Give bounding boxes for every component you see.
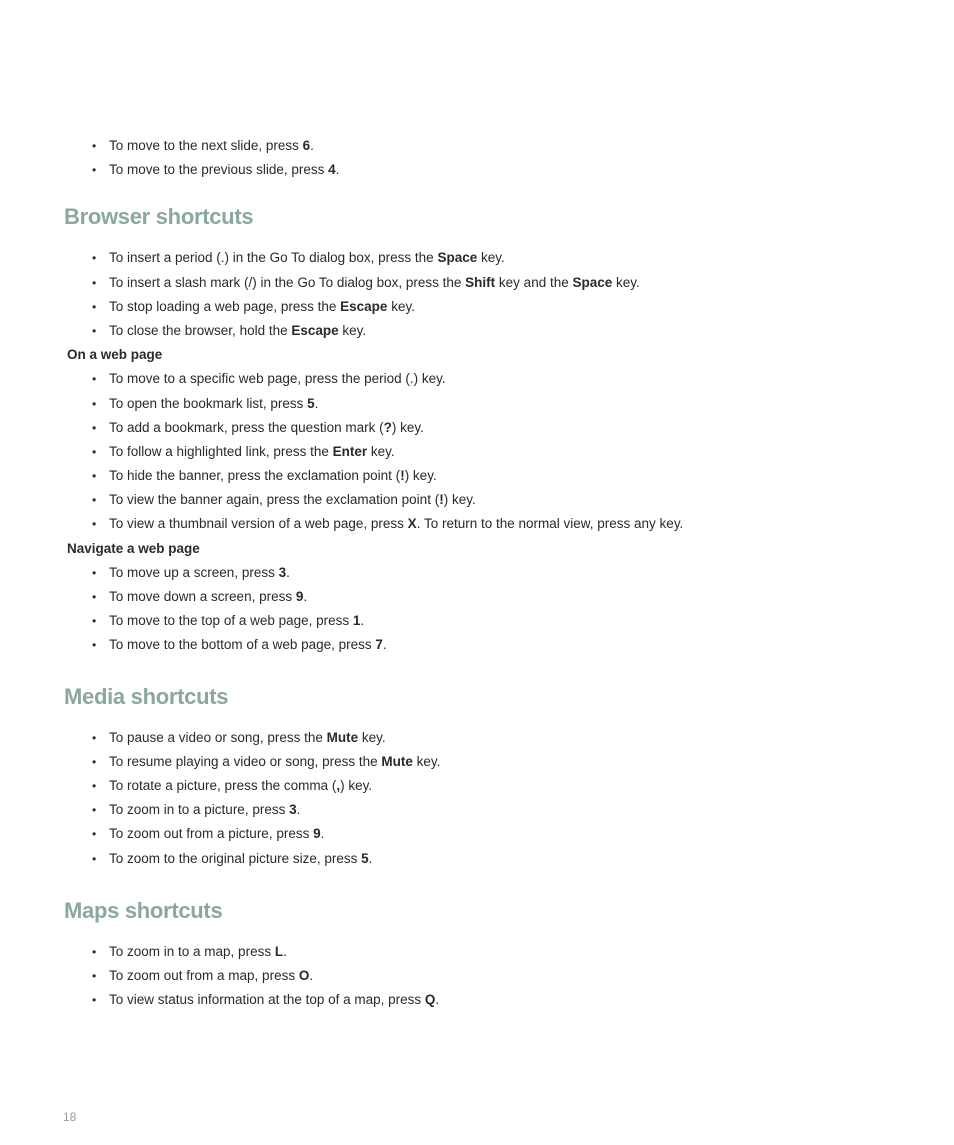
item-text: . — [283, 943, 287, 959]
bullet-icon: • — [92, 420, 97, 435]
list-item — [0, 798, 954, 822]
bullet-icon: • — [92, 251, 97, 266]
item-text: To view a thumbnail version of a web page, press — [109, 516, 408, 532]
item-text: To move to the top of a web page, press — [109, 613, 353, 629]
navigate-web-page-subheading: Navigate a web page — [67, 540, 200, 556]
item-text: To resume playing a video or song, press the — [109, 753, 382, 769]
list-item — [0, 488, 954, 512]
item-text: key. — [367, 443, 395, 459]
bullet-icon: • — [92, 444, 97, 459]
bullet-icon: • — [92, 614, 97, 629]
key-label: 9 — [313, 826, 321, 842]
list-item — [0, 512, 954, 536]
item-text: To follow a highlighted link, press the — [109, 443, 333, 459]
list-item — [0, 822, 954, 846]
maps-shortcuts-list — [0, 940, 954, 1013]
item-text: To hide the banner, press the exclamation point ( — [109, 468, 401, 484]
item-text: ) key. — [391, 419, 424, 435]
item-text: ) key. — [404, 468, 437, 484]
item-text: key. — [358, 729, 386, 745]
item-text: . — [303, 589, 308, 604]
bullet-icon: • — [92, 778, 97, 793]
list-item — [0, 585, 954, 609]
list-item — [0, 964, 954, 988]
bullet-icon: • — [92, 299, 97, 314]
item-text: . — [320, 826, 325, 842]
item-text: To rotate a picture, press the comma ( — [109, 777, 337, 793]
media-shortcuts-list — [0, 726, 954, 871]
key-label: 4 — [328, 162, 336, 178]
item-text: To move to the next slide, press — [109, 138, 303, 153]
key-label: Mute — [381, 753, 413, 769]
item-text: To close the browser, hold the — [109, 322, 292, 338]
item-text: . — [286, 564, 290, 580]
item-text: To move to the previous slide, press — [109, 162, 329, 178]
navigate-shortcuts-list — [0, 561, 954, 658]
page-number: 18 — [63, 1110, 77, 1124]
item-text: . — [435, 992, 440, 1008]
key-label: Enter — [332, 443, 368, 459]
item-text: . — [310, 138, 314, 153]
list-item — [0, 158, 954, 182]
item-text: . To return to the normal view, press any key. — [416, 516, 684, 532]
key-label: ? — [383, 419, 392, 435]
list-item — [0, 367, 954, 391]
item-text: ) key. — [340, 777, 373, 793]
item-text: . — [296, 802, 301, 818]
bullet-icon: • — [92, 163, 97, 178]
item-text: To zoom out from a map, press — [109, 967, 299, 983]
bullet-icon: • — [92, 590, 97, 604]
bullet-icon: • — [92, 372, 97, 387]
bullet-icon: • — [92, 993, 97, 1008]
key-label: Space — [572, 274, 613, 290]
bullet-icon: • — [92, 493, 97, 508]
item-text: key. — [612, 274, 640, 290]
key-label: Mute — [326, 729, 359, 745]
key-label: 3 — [289, 802, 297, 818]
item-text: To move to a specific web page, press the period (.) key. — [109, 371, 446, 387]
key-label: X — [407, 516, 417, 532]
item-text: key. — [412, 753, 441, 769]
key-label: 1 — [352, 613, 361, 629]
list-item — [0, 750, 954, 774]
key-label: 3 — [278, 564, 287, 580]
key-label: Shift — [465, 274, 496, 290]
item-text: key. — [387, 298, 415, 314]
bullet-icon: • — [92, 827, 97, 842]
bullet-icon: • — [92, 944, 97, 959]
item-text: key. — [477, 250, 505, 266]
item-text: To view status information at the top of a map, press — [109, 992, 425, 1008]
intro-list — [0, 134, 954, 182]
key-label: O — [298, 967, 310, 983]
list-item — [0, 561, 954, 585]
list-item — [0, 440, 954, 464]
item-text: . — [335, 162, 340, 178]
list-item — [0, 940, 954, 964]
bullet-icon: • — [92, 851, 97, 866]
bullet-icon: • — [92, 638, 97, 653]
on-a-web-page-subheading: On a web page — [67, 347, 163, 363]
key-label: Escape — [340, 298, 388, 314]
item-text: To insert a slash mark (/) in the Go To dialog box, press the — [109, 274, 466, 290]
key-label: L — [274, 943, 284, 959]
list-item — [0, 988, 954, 1012]
key-label: 9 — [295, 589, 304, 604]
item-text: To move up a screen, press — [109, 564, 279, 580]
item-text: To insert a period (.) in the Go To dialog box, press the — [109, 250, 438, 266]
item-text: key and the — [495, 274, 573, 290]
bullet-icon: • — [92, 730, 97, 745]
item-text: . — [309, 967, 314, 983]
key-label: 7 — [375, 637, 383, 653]
item-text: . — [382, 637, 387, 653]
list-item — [0, 774, 954, 798]
item-text: . — [360, 613, 365, 629]
item-text: To zoom in to a picture, press — [109, 802, 290, 818]
item-text: To pause a video or song, press the — [109, 729, 327, 745]
bullet-icon: • — [92, 565, 97, 580]
item-text: To stop loading a web page, press the — [109, 298, 341, 314]
bullet-icon: • — [92, 275, 97, 290]
list-item — [0, 295, 954, 319]
list-item — [0, 847, 954, 871]
item-text: To open the bookmark list, press — [109, 395, 308, 411]
list-item — [0, 271, 954, 295]
item-text: To move to the bottom of a web page, press — [109, 637, 376, 653]
bullet-icon: • — [92, 803, 97, 818]
list-item — [0, 609, 954, 633]
list-item — [0, 392, 954, 416]
bullet-icon: • — [92, 323, 97, 338]
key-label: Q — [424, 992, 436, 1008]
list-item — [0, 134, 954, 158]
browser-shortcuts-list — [0, 246, 954, 343]
key-label: 5 — [361, 850, 369, 866]
list-item — [0, 319, 954, 343]
media-shortcuts-heading: Media shortcuts — [64, 683, 229, 709]
item-text: To zoom in to a map, press — [109, 943, 275, 959]
item-text: To zoom to the original picture size, press — [109, 850, 362, 866]
web-page-shortcuts-list — [0, 367, 954, 536]
list-item — [0, 246, 954, 270]
item-text: To zoom out from a picture, press — [109, 826, 314, 842]
list-item — [0, 416, 954, 440]
key-label: Space — [437, 250, 478, 266]
list-item — [0, 726, 954, 750]
bullet-icon: • — [92, 754, 97, 769]
item-text: key. — [338, 322, 367, 338]
key-label: , — [336, 777, 341, 793]
item-text: To view the banner again, press the exclamation point ( — [109, 492, 440, 508]
list-item — [0, 464, 954, 488]
key-label: Escape — [291, 322, 339, 338]
item-text: . — [368, 850, 373, 866]
bullet-icon: • — [92, 139, 97, 153]
key-label: 5 — [307, 395, 315, 411]
bullet-icon: • — [92, 396, 97, 411]
maps-shortcuts-heading: Maps shortcuts — [64, 897, 223, 923]
item-text: To move down a screen, press — [109, 589, 296, 604]
browser-shortcuts-heading: Browser shortcuts — [64, 204, 254, 230]
key-label: 6 — [302, 138, 311, 153]
item-text: ) key. — [443, 492, 476, 508]
bullet-icon: • — [92, 517, 97, 532]
item-text: To add a bookmark, press the question mark ( — [109, 419, 384, 435]
bullet-icon: • — [92, 968, 97, 983]
key-label: ! — [400, 468, 405, 484]
key-label: ! — [439, 492, 444, 508]
item-text: . — [314, 395, 319, 411]
list-item — [0, 633, 954, 657]
bullet-icon: • — [92, 469, 97, 484]
